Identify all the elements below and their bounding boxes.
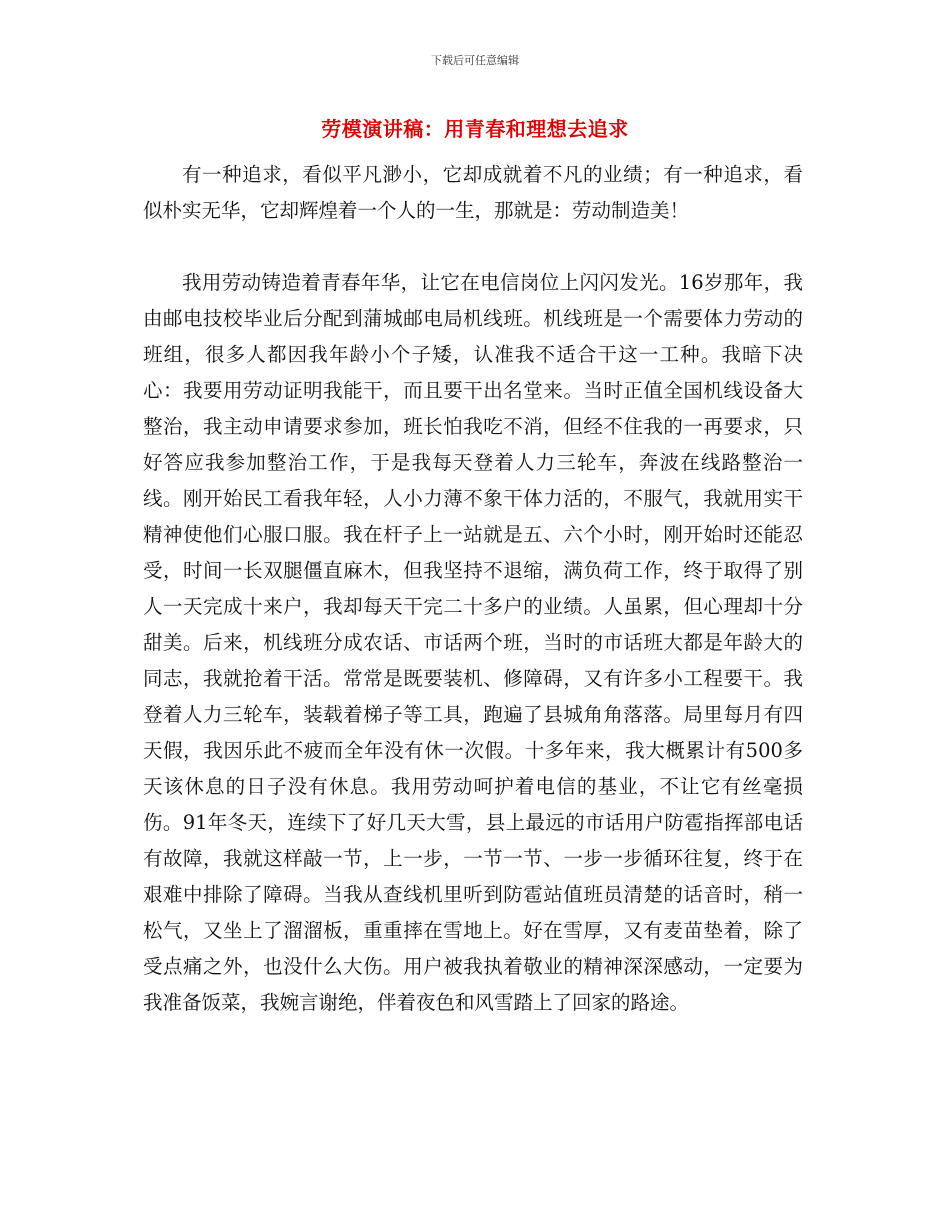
paragraph-1 [143,157,803,229]
paragraph-2 [143,265,803,1021]
page-header: 下载后可任意编辑 [431,54,519,67]
document-title: 劳模演讲稿：用青春和理想去追求 [321,117,629,141]
paragraph-text: 我用劳动铸造着青春年华，让它在电信岗位上闪闪发光。16岁那年，我由邮电技校毕业后分配到蒲城邮电局机线班。机线班是一个需要体力劳动的班组，很多人都因我年龄小个子矮，认准我不适合干这一工种。我暗下决心：我要用劳动证明我能干，而且要干出名堂来。当时正值全国机线设备大整治，我主动申请要求参加，班长怕我吃不消，但经不住我的一再要求，只好答应我参加整治工作，于是我每天登着人力三轮车，奔波在线路整治一线。刚开始民工看我年轻，人小力薄不象干体力活的，不服气，我就用实干精神使他们心服口服。我在杆子上一站就是五、六个小时，刚开始时还能忍受，时间一长双腿僵直麻木，但我坚持不退缩，满负荷工作，终于取得了别人一天完成十来户，我却每天干完二十多户的业绩。人虽累，但心理却十分甜美。后来，机线班分成农话、市话两个班，当时的市话班大都是年龄大的同志，我就抢着干活。常常是既要装机、修障碍，又有许多小工程要干。我登着人力三轮车，装载着梯子等工具，跑遍了县城角角落落。局里每月有四天假，我因乐此不疲而全年没有休一次假。十多年来，我大概累计有500多天该休息的日子没有休息。我用劳动呵护着电信的基业，不让它有丝毫损伤。91年冬天，连续下了好几天大雪，县上最远的市话用户防雹指挥部电话有故障，我就这样敲一节，上一步，一节一节、一步一步循环往复，终于在艰难中排除了障碍。当我从查线机里听到防雹站值班员清楚的话音时，稍一松气，又坐上了溜溜板，重重摔在雪地上。好在雪厚，又有麦苗垫着，除了受点痛之外，也没什么大伤。用户被我执着敬业的精神深深感动，一定要为我准备饭菜，我婉言谢绝，伴着夜色和风雪踏上了回家的路途。 [143,271,803,1014]
paragraph-text: 有一种追求，看似平凡渺小，它却成就着不凡的业绩；有一种追求，看似朴实无华，它却辉煌着一个人的一生，那就是：劳动制造美！ [143,163,803,222]
